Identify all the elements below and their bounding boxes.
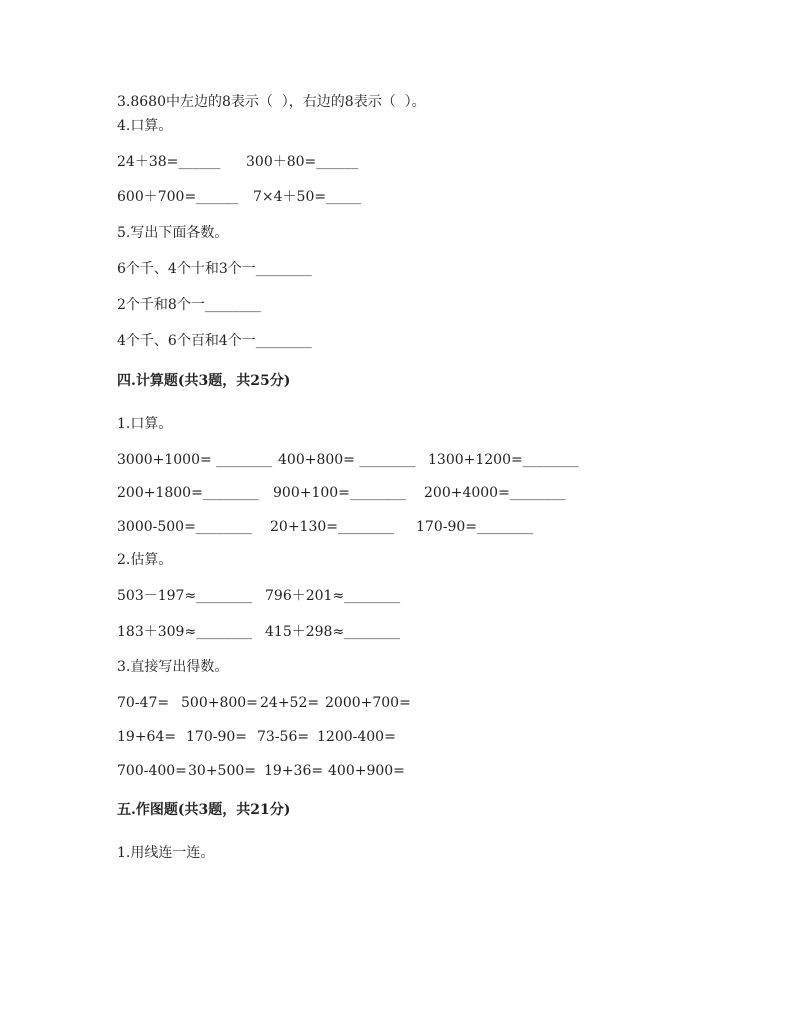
s4-q1-item-7: 3000-500=________ <box>117 519 252 535</box>
s4-q1-item-8: 20+130=________ <box>270 519 394 535</box>
s4-q1-item-4: 200+1800=________ <box>117 485 259 501</box>
s5-question-1-heading: 1.用线连一连。 <box>117 845 215 861</box>
s4-q3-item-11: 19+36= <box>264 763 324 779</box>
s4-q2-item-2: 796＋201≈________ <box>265 588 401 604</box>
question-3-line: 3.8680中左边的8表示（ ），右边的8表示（ ）。 <box>117 94 426 110</box>
s4-q3-item-3: 24+52= <box>260 695 320 711</box>
q4-item-4: 7×4＋50=_____ <box>253 189 362 205</box>
section-4-title: 四.计算题(共3题，共25分) <box>117 373 291 389</box>
q4-item-2: 300＋80=______ <box>246 154 359 170</box>
s4-q3-item-12: 400+900= <box>328 763 405 779</box>
s4-q2-item-1: 503－197≈________ <box>117 588 253 604</box>
s4-q3-item-10: 30+500= <box>188 763 256 779</box>
s4-question-3-heading: 3.直接写出得数。 <box>117 659 229 675</box>
s4-q1-item-1: 3000+1000= ________ <box>117 452 273 468</box>
s4-q3-item-6: 170-90= <box>186 729 247 745</box>
s4-q1-item-5: 900+100=________ <box>273 485 406 501</box>
q5-item-3: 4个千、6个百和4个一________ <box>117 333 312 349</box>
s4-q1-item-2: 400+800= ________ <box>278 452 416 468</box>
s4-question-2-heading: 2.估算。 <box>117 552 173 568</box>
s4-q1-item-6: 200+4000=________ <box>424 485 566 501</box>
s4-q2-item-4: 415＋298≈________ <box>265 624 401 640</box>
s4-q3-item-5: 19+64= <box>117 729 177 745</box>
question-5-heading: 5.写出下面各数。 <box>117 225 229 241</box>
question-4-heading: 4.口算。 <box>117 118 173 134</box>
s4-q2-item-3: 183＋309≈________ <box>117 624 253 640</box>
s4-q3-item-7: 73-56= <box>257 729 310 745</box>
s4-q3-item-1: 70-47= <box>117 695 170 711</box>
s4-q3-item-4: 2000+700= <box>325 695 411 711</box>
s4-question-1-heading: 1.口算。 <box>117 416 173 432</box>
s4-q1-item-3: 1300+1200=________ <box>428 452 579 468</box>
q5-item-2: 2个千和8个一________ <box>117 297 261 313</box>
section-5-title: 五.作图题(共3题，共21分) <box>117 802 291 818</box>
s4-q3-item-8: 1200-400= <box>317 729 396 745</box>
q4-item-3: 600＋700=______ <box>117 189 239 205</box>
s4-q1-item-9: 170-90=________ <box>416 519 533 535</box>
s4-q3-item-9: 700-400= <box>117 763 187 779</box>
q5-item-1: 6个千、4个十和3个一________ <box>117 261 312 277</box>
s4-q3-item-2: 500+800= <box>181 695 258 711</box>
q4-item-1: 24＋38=______ <box>117 154 221 170</box>
